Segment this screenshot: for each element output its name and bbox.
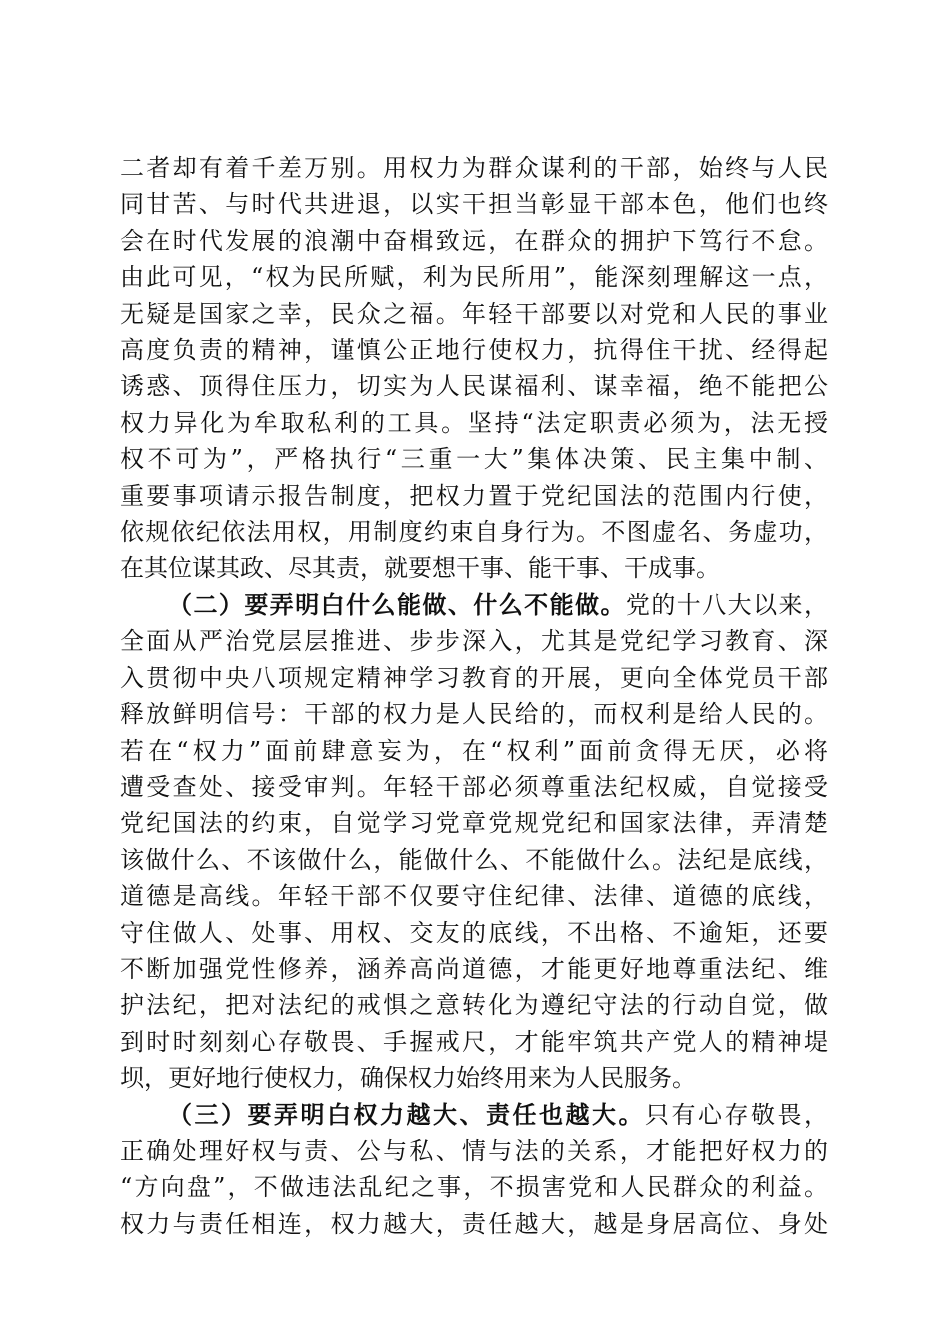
text-line: 道德是高线。年轻干部不仅要守住纪律、法律、道德的底线， — [120, 882, 828, 911]
text-line: 全面从严治党层层推进、步步深入，尤其是党纪学习教育、深 — [120, 627, 828, 656]
text-line: 该做什么、不该做什么，能做什么、不能做什么。法纪是底线， — [120, 845, 828, 874]
text-line: 依规依纪依法用权，用制度约束自身行为。不图虚名、务虚功， — [120, 518, 828, 547]
text-line: 会在时代发展的浪潮中奋楫致远，在群众的拥护下笃行不怠。 — [120, 226, 828, 255]
text-line: 权不可为”，严格执行“三重一大”集体决策、民主集中制、 — [120, 445, 828, 474]
text-line: 同甘苦、与时代共进退，以实干担当彰显干部本色，他们也终 — [120, 190, 828, 219]
text-line: 遭受查处、接受审判。年轻干部必须尊重法纪权威，自觉接受 — [120, 772, 828, 801]
text-line: 高度负责的精神，谨慎公正地行使权力，抗得住干扰、经得起 — [120, 336, 828, 365]
text-line: 诱惑、顶得住压力，切实为人民谋福利、谋幸福，绝不能把公 — [120, 372, 828, 401]
text-line: 释放鲜明信号：干部的权力是人民给的，而权利是给人民的。 — [120, 700, 828, 729]
section-heading: （二）要弄明白什么能做、什么不能做。 — [168, 589, 626, 619]
text-line: 党纪国法的约束，自觉学习党章党规党纪和国家法律，弄清楚 — [120, 809, 828, 838]
text-line: 无疑是国家之幸，民众之福。年轻干部要以对党和人民的事业 — [120, 299, 828, 328]
text-line: 若在“权力”面前肆意妄为，在“权利”面前贪得无厌，必将 — [120, 736, 828, 765]
text-run: 只有心存敬畏， — [645, 1100, 828, 1129]
text-line-first — [120, 1097, 828, 1133]
text-line: 由此可见，“权为民所赋，利为民所用”，能深刻理解这一点， — [120, 263, 828, 292]
text-line: 守住做人、处事、用权、交友的底线，不出格、不逾矩，还要 — [120, 918, 828, 947]
text-line: 正确处理好权与责、公与私、情与法的关系，才能把好权力的 — [120, 1136, 828, 1165]
text-line: 入贯彻中央八项规定精神学习教育的开展，更向全体党员干部 — [120, 663, 828, 692]
text-line: 权力异化为牟取私利的工具。坚持“法定职责必须为，法无授 — [120, 408, 828, 437]
text-line: 到时时刻刻心存敬畏、手握戒尺，才能牢筑共产党人的精神堤 — [120, 1027, 828, 1056]
text-line: 护法纪，把对法纪的戒惧之意转化为遵纪守法的行动自觉，做 — [120, 991, 828, 1020]
text-line: 重要事项请示报告制度，把权力置于党纪国法的范围内行使， — [120, 481, 828, 510]
paragraph-2 — [120, 587, 828, 1097]
text-line: 不断加强党性修养，涵养高尚道德，才能更好地尊重法纪、维 — [120, 954, 828, 983]
text-line: 权力与责任相连，权力越大，责任越大，越是身居高位、身处 — [120, 1209, 828, 1238]
body-text — [120, 150, 828, 1242]
text-line: 在其位谋其政、尽其责，就要想干事、能干事、干成事。 — [120, 554, 720, 583]
text-line-first — [120, 587, 828, 623]
text-line: “方向盘”，不做违法乱纪之事，不损害党和人民群众的利益。 — [120, 1173, 828, 1202]
text-line: 坝，更好地行使权力，确保权力始终用来为人民服务。 — [120, 1064, 696, 1093]
paragraph-3 — [120, 1097, 828, 1243]
section-heading: （三）要弄明白权力越大、责任也越大。 — [168, 1099, 645, 1129]
text-run: 党的十八大以来， — [625, 590, 829, 619]
text-line: 二者却有着千差万别。用权力为群众谋利的干部，始终与人民 — [120, 154, 828, 182]
paragraph-1 — [120, 150, 828, 587]
